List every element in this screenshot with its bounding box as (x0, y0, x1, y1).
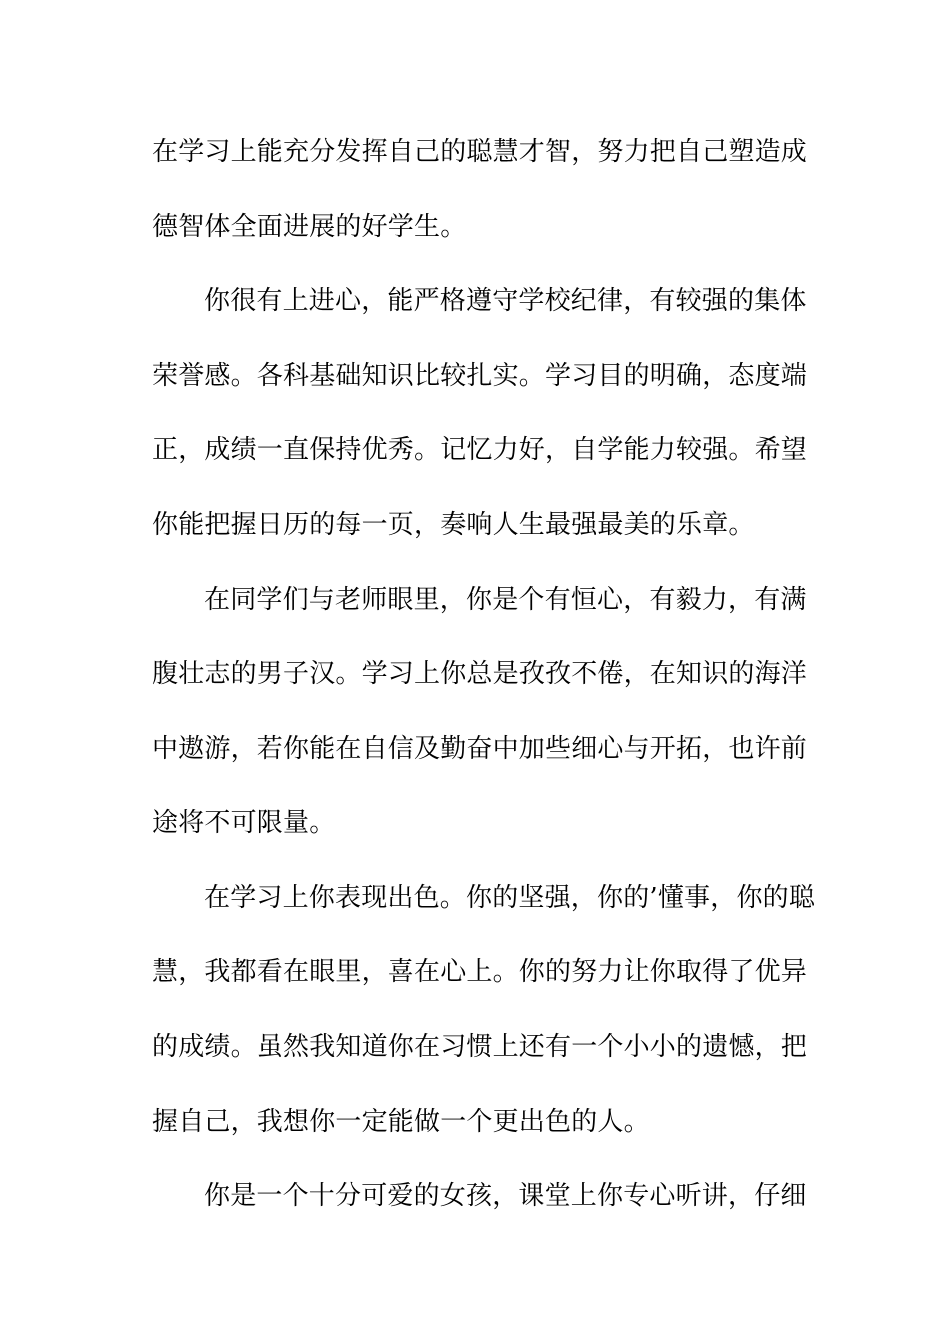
text-line: 握自己，我想你一定能做一个更出色的人。 (152, 1107, 650, 1137)
text-line: 中遨游，若你能在自信及勤奋中加些细心与开拓，也许前 (152, 734, 808, 764)
paragraph-first-line: 在学习上你表现出色。你的坚强，你的’懂事，你的聪 (204, 883, 816, 913)
paragraph-first-line: 你很有上进心，能严格遵守学校纪律，有较强的集体 (204, 286, 807, 316)
paragraph-first-line: 在同学们与老师眼里，你是个有恒心，有毅力，有满 (204, 585, 807, 615)
text-line: 你能把握日历的每一页，奏响人生最强最美的乐章。 (152, 510, 755, 540)
text-line: 途将不可限量。 (152, 808, 336, 838)
text-line: 的成绩。虽然我知道你在习惯上还有一个小小的遗憾，把 (152, 1032, 808, 1062)
text-line: 在学习上能充分发挥自己的聪慧才智，努力把自己塑造成 (152, 137, 808, 167)
text-line: 德智体全面进展的好学生。 (152, 212, 467, 242)
paragraph-first-line: 你是一个十分可爱的女孩，课堂上你专心听讲，仔细 (204, 1181, 807, 1211)
text-line: 正，成绩一直保持优秀。记忆力好，自学能力较强。希望 (152, 435, 808, 465)
text-line: 慧，我都看在眼里，喜在心上。你的努力让你取得了优异 (152, 957, 808, 987)
text-line: 荣誉感。各科基础知识比较扎实。学习目的明确，态度端 (152, 361, 808, 391)
text-line: 腹壮志的男子汉。学习上你总是孜孜不倦，在知识的海洋 (152, 659, 808, 689)
